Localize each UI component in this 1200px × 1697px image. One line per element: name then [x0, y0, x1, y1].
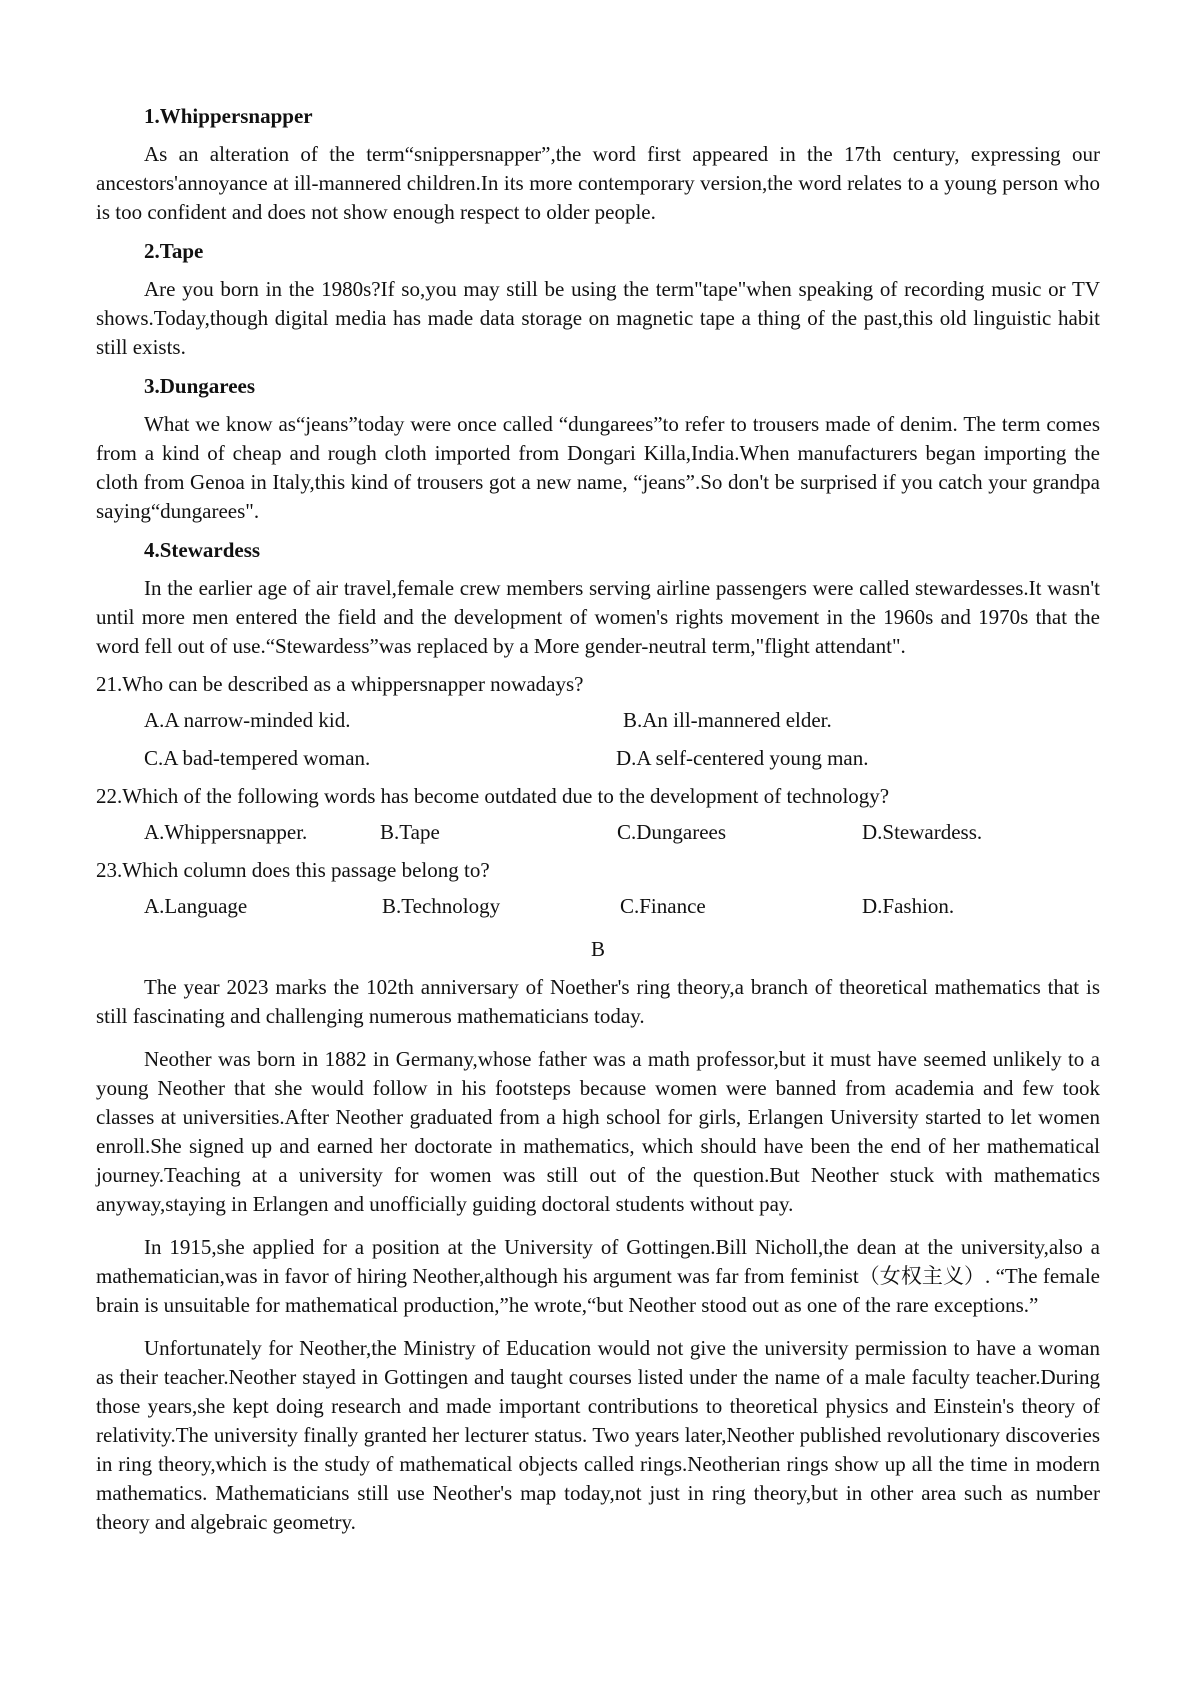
word-heading: 2.Tape: [144, 239, 204, 263]
question-stem: 23.Which column does this passage belong to?: [96, 858, 490, 882]
passage-paragraph: Neother was born in 1882 in Germany,whose father was a math professor,but it must have seemed unlikely to a young Neother that she would follow in his footsteps because women were banned from academia and few took classes at universities.After Neother graduated from a high school for girls, Erlangen University started to let women enroll.She signed up and earned her doctorate in mathematics, which should have been the end of her mathematical journey.Teaching at a university for women was still out of the question.But Neother stuck with mathematics anyway,staying in Erlangen and unofficially guiding doctoral students without pay.: [96, 1047, 1100, 1216]
option-a[interactable]: A.A narrow-minded kid.: [144, 708, 351, 732]
section-label-b: B: [590, 937, 605, 961]
option-b[interactable]: B.An ill-mannered elder.: [623, 708, 832, 732]
option-d[interactable]: D.Stewardess.: [862, 820, 983, 844]
question-stem: 22.Which of the following words has become outdated due to the development of technology?: [96, 784, 890, 808]
option-row: [96, 817, 1100, 849]
document-page: [96, 100, 1100, 1551]
passage-paragraph: Unfortunately for Neother,the Ministry of Education would not give the university permission to have a woman as their teacher.Neother stayed in Gottingen and taught courses listed under the name of a male faculty teacher.During those years,she kept doing research and made important contributions to theoretical physics and Einstein's theory of relativity.The university finally granted her lecturer status. Two years later,Neother published revolutionary discoveries in ring theory,which is the study of mathematical objects called rings.Neotherian rings show up all the time in modern mathematics. Mathematicians still use Neother's map today,not just in ring theory,but in other area such as number theory and algebraic geometry.: [96, 1336, 1100, 1534]
word-entry-stewardess: [96, 534, 1100, 661]
word-description: What we know as“jeans”today were once called “dungarees”to refer to trousers made of denim. The term comes from a kind of cheap and rough cloth imported from Dongari Killa,India.When manufacturers began importing the cloth from Genoa in Italy,this kind of trousers got a new name, “jeans”.So don't be surprised if you catch your grandpa saying“dungarees".: [96, 412, 1100, 523]
option-b[interactable]: B.Tape: [380, 820, 440, 844]
option-row: [96, 891, 1100, 923]
option-d[interactable]: D.Fashion.: [862, 894, 955, 918]
question-22: [96, 781, 1100, 849]
option-b[interactable]: B.Technology: [382, 894, 501, 918]
option-d[interactable]: D.A self-centered young man.: [616, 746, 869, 770]
passage-paragraph: The year 2023 marks the 102th anniversary of Noether's ring theory,a branch of theoretical mathematics that is still fascinating and challenging numerous mathematicians today.: [96, 975, 1100, 1028]
word-entry-dungarees: [96, 370, 1100, 526]
word-description: As an alteration of the term“snippersnapper”,the word first appeared in the 17th century, expressing our ancestors'annoyance at ill-mannered children.In its more contemporary version,the word relates to a young person who is too confident and does not show enough respect to older people.: [96, 142, 1100, 224]
option-c[interactable]: C.Finance: [620, 894, 706, 918]
question-stem: 21.Who can be described as a whippersnapper nowadays?: [96, 672, 584, 696]
option-c[interactable]: C.Dungarees: [617, 820, 727, 844]
word-entry-whippersnapper: [96, 100, 1100, 227]
option-a[interactable]: A.Whippersnapper.: [144, 820, 308, 844]
word-heading: 1.Whippersnapper: [144, 104, 313, 128]
option-row: [96, 705, 1100, 737]
word-description: Are you born in the 1980s?If so,you may still be using the term"tape"when speaking of recording music or TV shows.Today,though digital media has made data storage on magnetic tape a thing of the past,this old linguistic habit still exists.: [96, 277, 1100, 359]
option-a[interactable]: A.Language: [144, 894, 248, 918]
question-23: [96, 855, 1100, 923]
word-heading: 4.Stewardess: [144, 538, 261, 562]
word-heading: 3.Dungarees: [144, 374, 256, 398]
question-21: [96, 669, 1100, 775]
option-c[interactable]: C.A bad-tempered woman.: [144, 746, 371, 770]
passage-paragraph: In 1915,she applied for a position at the University of Gottingen.Bill Nicholl,the dean at the university,also a mathematician,was in favor of hiring Neother,although his argument was far from feminist（女权主义）. “The female brain is unsuitable for mathematical production,”he wrote,“but Neother stood out as one of the rare exceptions.”: [96, 1235, 1100, 1317]
word-entry-tape: [96, 235, 1100, 362]
option-row: [96, 743, 1100, 775]
word-description: In the earlier age of air travel,female crew members serving airline passengers were called stewardesses.It wasn't until more men entered the field and the development of women's rights movement in the 1960s and 1970s that the word fell out of use.“Stewardess”was replaced by a More gender-neutral term,"flight attendant".: [96, 576, 1100, 658]
